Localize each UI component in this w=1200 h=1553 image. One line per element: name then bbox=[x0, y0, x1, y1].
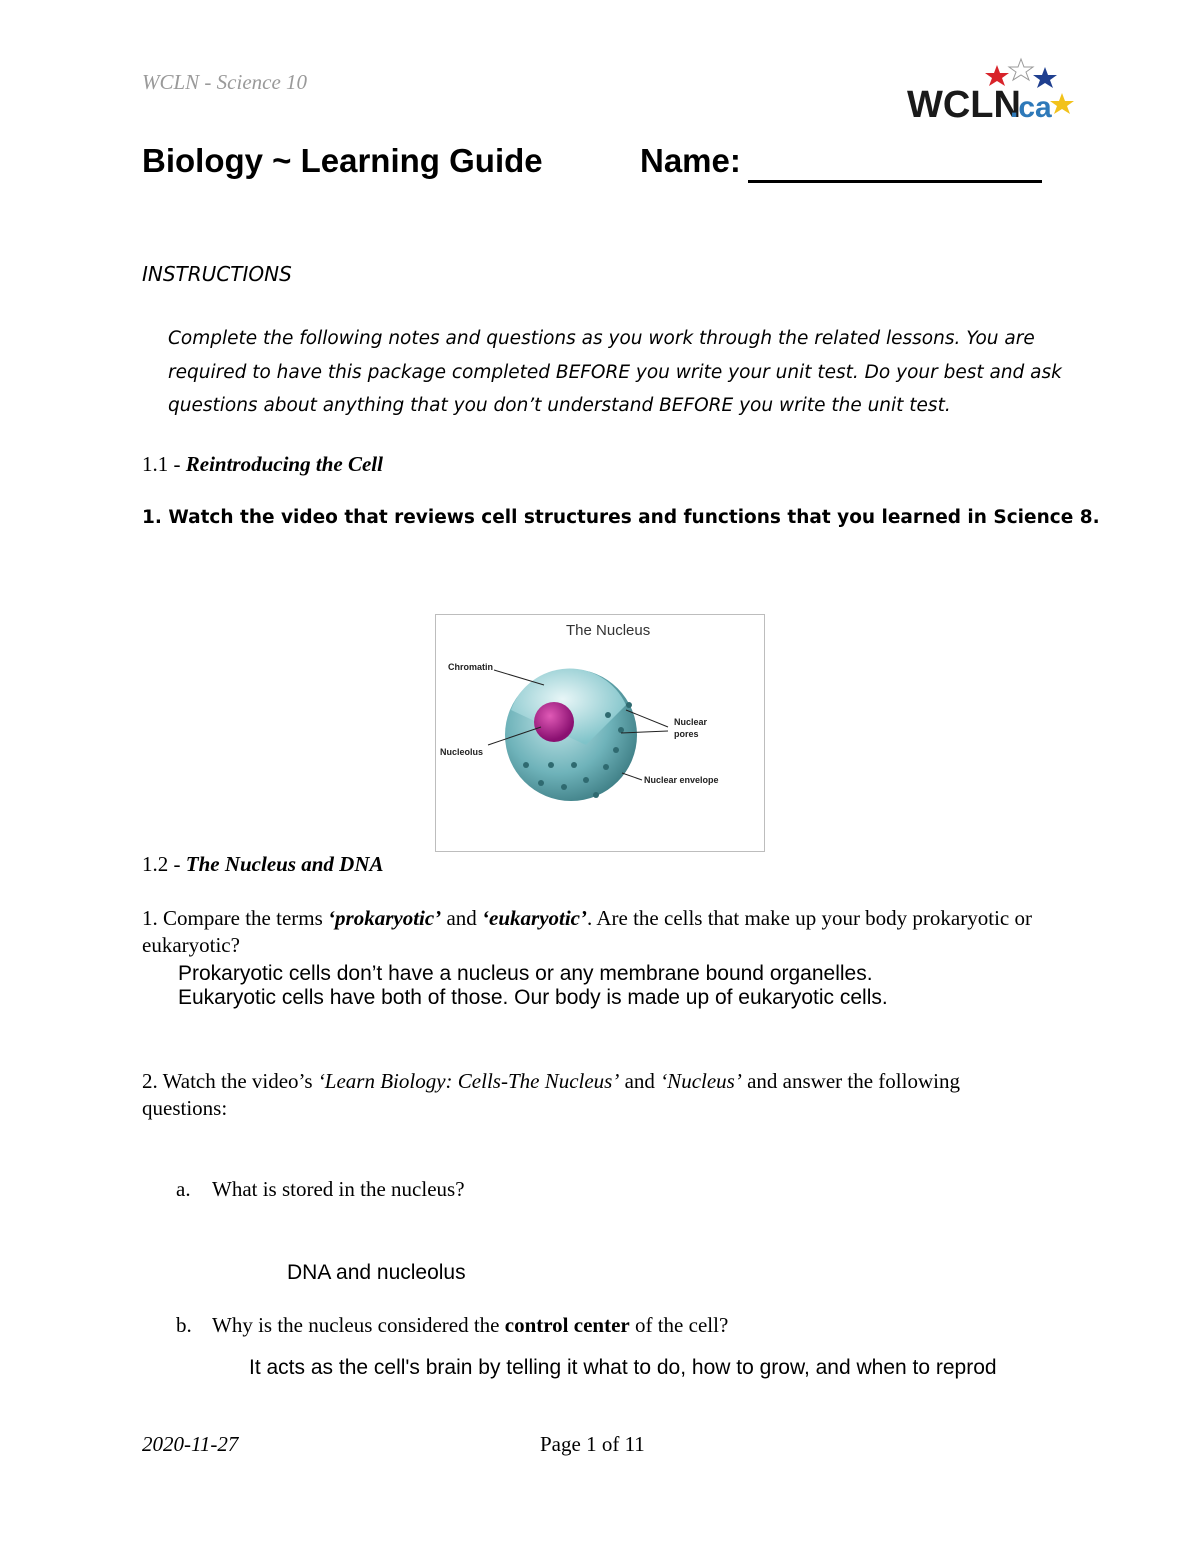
question-2a bbox=[176, 1177, 465, 1202]
section-1-1-heading bbox=[142, 452, 383, 477]
q2b-letter: b. bbox=[176, 1313, 192, 1337]
section-1-2-heading bbox=[142, 852, 384, 877]
section-1-1-question: 1. Watch the video that reviews cell structures and functions that you learned in Science 8. bbox=[142, 507, 1100, 528]
page-title: Biology ~ Learning Guide bbox=[142, 142, 543, 179]
q1-prefix: 1. Compare the terms bbox=[142, 906, 329, 930]
q2b-bold: control center bbox=[504, 1313, 630, 1337]
logo-suffix: .ca bbox=[1010, 91, 1052, 124]
yellow-star-icon bbox=[1050, 93, 1074, 114]
instructions-body: Complete the following notes and questions as you work through the related lessons. You are required to have this package completed BEFORE you write your unit test. Do your best and ask questions about anything that you don’t understand BEFORE you write the unit test. bbox=[168, 328, 1062, 416]
nuclear-envelope-label: Nuclear envelope bbox=[644, 775, 719, 785]
term-eukaryotic: ‘eukaryotic’ bbox=[482, 906, 588, 930]
footer-date: 2020-11-27 bbox=[142, 1432, 239, 1456]
wcln-logo bbox=[905, 55, 1075, 125]
video-title-2: ‘Nucleus’ bbox=[660, 1069, 742, 1093]
red-star-icon bbox=[985, 65, 1009, 86]
question-1 bbox=[142, 905, 1042, 959]
name-blank-line bbox=[748, 180, 1042, 183]
question-2b bbox=[176, 1313, 728, 1338]
q2a-text: What is stored in the nucleus? bbox=[212, 1177, 465, 1201]
white-star-icon bbox=[1009, 59, 1033, 80]
q2-mid: and bbox=[619, 1069, 661, 1093]
q2-suffix: and answer the following questions: bbox=[142, 1069, 960, 1120]
q2b-text-before: Why is the nucleus considered the bbox=[212, 1313, 505, 1337]
video-title-1: ‘Learn Biology: Cells-The Nucleus’ bbox=[317, 1069, 620, 1093]
term-prokaryotic: ‘prokaryotic’ bbox=[328, 906, 442, 930]
section-number: 1.1 - bbox=[142, 452, 186, 476]
question-2 bbox=[142, 1068, 1042, 1122]
logo-text: WCLN bbox=[907, 84, 1021, 125]
nucleolus-shape bbox=[534, 702, 574, 742]
q2-prefix: 2. Watch the video’s bbox=[142, 1069, 318, 1093]
q2b-text-after: of the cell? bbox=[629, 1313, 729, 1337]
course-header: WCLN - Science 10 bbox=[142, 70, 308, 94]
nuclear-pores-label-2: pores bbox=[674, 729, 699, 739]
section-number: 1.2 - bbox=[142, 852, 186, 876]
nuclear-pores-label-1: Nuclear bbox=[674, 717, 708, 727]
answer-1 bbox=[178, 962, 888, 1010]
q2a-letter: a. bbox=[176, 1177, 191, 1201]
answer-2b: It acts as the cell's brain by telling it what to do, how to grow, and when to reprod bbox=[249, 1356, 997, 1379]
chromatin-label: Chromatin bbox=[448, 662, 493, 672]
q1-mid: and bbox=[441, 906, 483, 930]
answer-1-line-2: Eukaryotic cells have both of those. Our body is made up of eukaryotic cells. bbox=[178, 986, 888, 1009]
nucleus-diagram bbox=[435, 614, 765, 852]
instructions-heading: INSTRUCTIONS bbox=[142, 262, 292, 286]
q1-suffix: . Are the cells that make up your body prokaryotic or eukaryotic? bbox=[142, 906, 1032, 957]
name-label: Name: bbox=[640, 142, 741, 179]
nucleolus-label: Nucleolus bbox=[440, 747, 484, 757]
diagram-title: The Nucleus bbox=[566, 622, 651, 639]
answer-1-line-1: Prokaryotic cells don’t have a nucleus or any membrane bound organelles. bbox=[178, 962, 873, 985]
footer-page-number: Page 1 of 11 bbox=[540, 1432, 645, 1456]
blue-star-icon bbox=[1033, 67, 1057, 88]
section-title: Reintroducing the Cell bbox=[185, 452, 383, 476]
section-title: The Nucleus and DNA bbox=[185, 852, 384, 876]
answer-2a: DNA and nucleolus bbox=[287, 1261, 466, 1284]
